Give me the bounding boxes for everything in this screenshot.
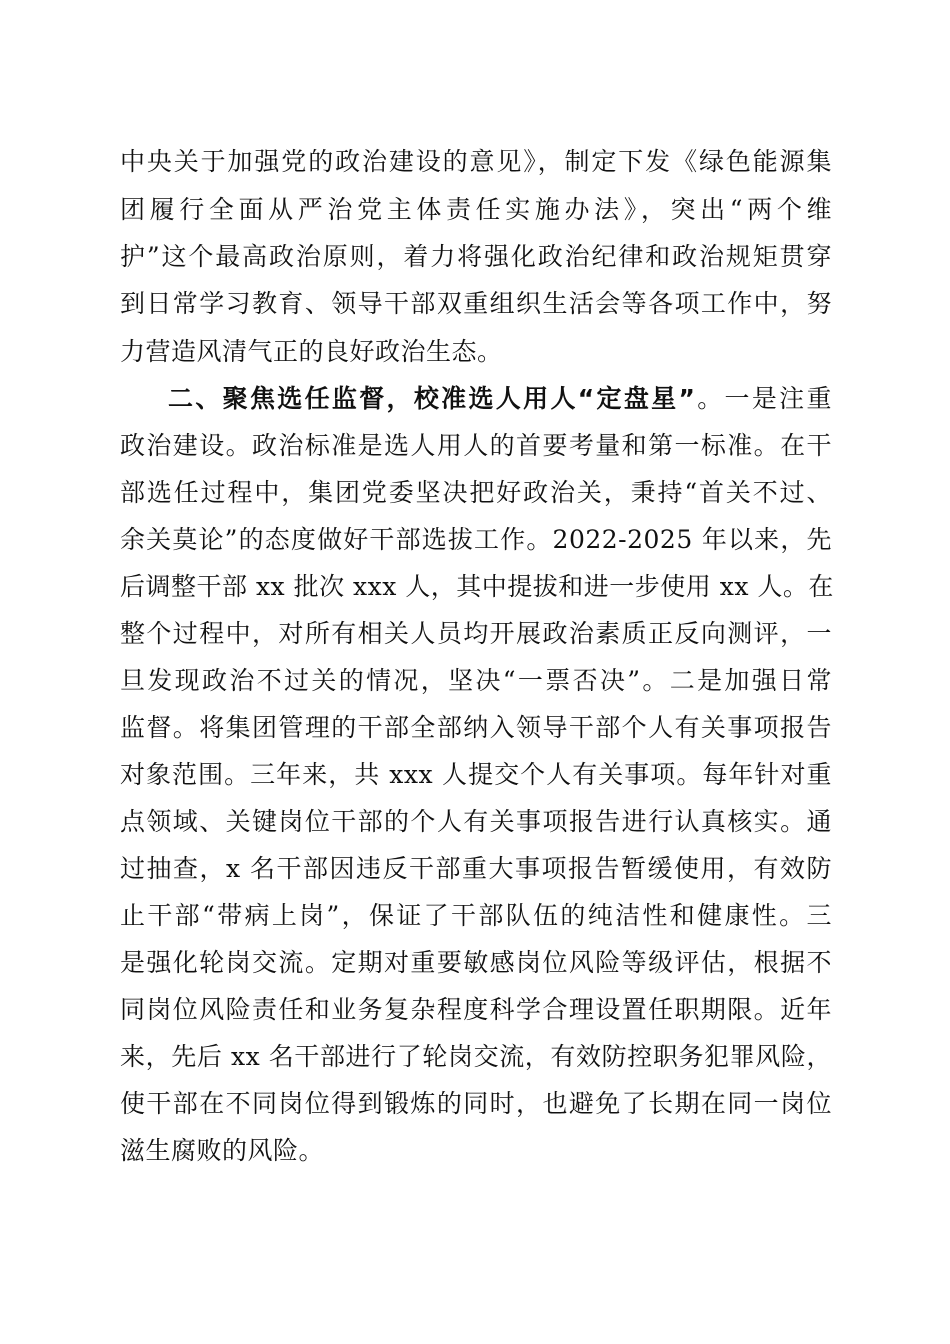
paragraph-2-line-6: 整个过程中，对所有相关人员均开展政治素质正反向测评，一 bbox=[120, 619, 832, 648]
paragraph-2-line-10: 点领域、关键岗位干部的个人有关事项报告进行认真核实。通 bbox=[120, 807, 832, 836]
paragraph-2-line-12: 止干部“带病上岗”，保证了干部队伍的纯洁性和健康性。三 bbox=[120, 901, 832, 930]
paragraph-1-line-4: 到日常学习教育、领导干部双重组织生活会等各项工作中，努 bbox=[120, 289, 832, 318]
section-heading-rest: 。一是注重 bbox=[695, 384, 832, 413]
paragraph-2-line-17: 滋生腐败的风险。 bbox=[120, 1136, 325, 1165]
paragraph-2-line-3: 部选任过程中，集团党委坚决把好政治关，秉持“首关不过、 bbox=[120, 478, 832, 507]
paragraph-1-line-2: 团履行全面从严治党主体责任实施办法》，突出“两个维 bbox=[120, 195, 832, 224]
paragraph-2-line-16: 使干部在不同岗位得到锻炼的同时，也避免了长期在同一岗位 bbox=[120, 1089, 832, 1118]
paragraph-1-line-3: 护”这个最高政治原则，着力将强化政治纪律和政治规矩贯穿 bbox=[120, 242, 832, 271]
paragraph-1-line-1: 中央关于加强党的政治建设的意见》，制定下发《绿色能源集 bbox=[120, 147, 832, 176]
paragraph-2-line-13: 是强化轮岗交流。定期对重要敏感岗位风险等级评估，根据不 bbox=[120, 948, 832, 977]
paragraph-2-line-15: 来，先后 xx 名干部进行了轮岗交流，有效防控职务犯罪风险， bbox=[120, 1042, 832, 1071]
paragraph-2-line-9: 对象范围。三年来，共 xxx 人提交个人有关事项。每年针对重 bbox=[120, 760, 832, 789]
paragraph-2-line-4: 余关莫论”的态度做好干部选拔工作。2022-2025 年以来，先 bbox=[120, 525, 832, 554]
paragraph-2-line-8: 监督。将集团管理的干部全部纳入领导干部个人有关事项报告 bbox=[120, 713, 832, 742]
paragraph-1-line-5: 力营造风清气正的良好政治生态。 bbox=[120, 337, 503, 366]
paragraph-2-line-14: 同岗位风险责任和业务复杂程度科学合理设置任职期限。近年 bbox=[120, 995, 832, 1024]
section-heading: 二、聚焦选任监督，校准选人用人“定盘星” bbox=[168, 384, 696, 413]
paragraph-2-line-7: 旦发现政治不过关的情况，坚决“一票否决”。二是加强日常 bbox=[120, 666, 832, 695]
paragraph-2-line-2: 政治建设。政治标准是选人用人的首要考量和第一标准。在干 bbox=[120, 431, 832, 460]
paragraph-2-line-1 bbox=[168, 379, 832, 419]
paragraph-2-line-5: 后调整干部 xx 批次 xxx 人，其中提拔和进一步使用 xx 人。在 bbox=[120, 572, 834, 601]
paragraph-2-line-11: 过抽查，x 名干部因违反干部重大事项报告暂缓使用，有效防 bbox=[120, 854, 832, 883]
